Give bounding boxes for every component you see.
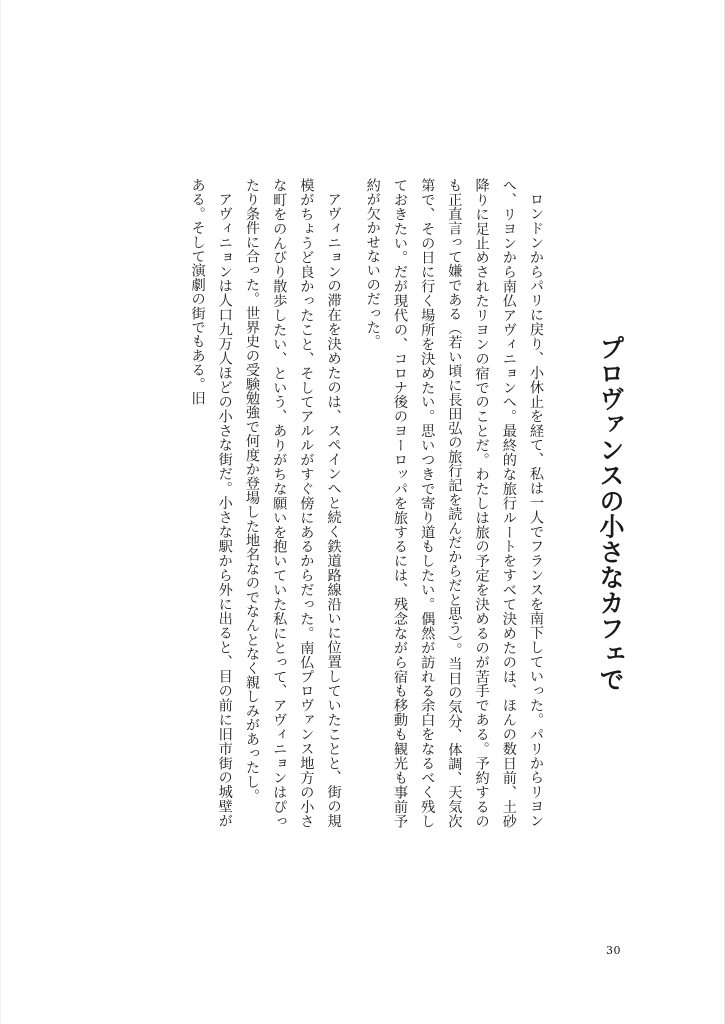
page-number: 30 — [606, 944, 621, 957]
paragraph-3: アヴィニョンは人口九万人ほどの小さな街だ。小さな駅から外に出ると、目の前に旧市街の城壁がある。そして演劇の街でもある。旧 — [189, 178, 233, 828]
paragraph-1: ロンドンからパリに戻り、小休止を経て、私は一人でフランスを南下していった。パリからリヨンへ、リヨンから南仏アヴィニョンへ。最終的な旅行ルートをすべて決めたのは、ほんの数日前、土砂降りに足止めされたリヨンの宿でのことだ。わたしは旅の予定を決めるのが苦手である。予約するのも正直言って嫌である（若い頃に長田弘の旅行記を読んだからだと思う）。当日の気分、体調、天気次第で、その日に行く場所を決めたい。思いつきで寄り道もしたい。偶然が訪れる余白をなるべく残しておきたい。だが現代の、コロナ後のヨーロッパを旅するには、残念ながら宿も移動も観光も事前予約が欠かせないのだった。 — [364, 178, 544, 828]
body-text — [109, 178, 561, 828]
chapter-title: プロヴァンスの小さなカフェで — [596, 335, 625, 692]
paragraph-2: アヴィニョンの滞在を決めたのは、スペインへと続く鉄道路線沿いに位置していたことと、街の規模がちょうど良かったこと、そしてアルルがすぐ傍にあるからだった。南仏プロヴァンス地方の小さな町をのんびり散歩したい、という、ありがちな願いを抱いていた私にとって、アヴィニョンはぴったり条件に合った。世界史の受験勉強で何度か登場した地名なのでなんとなく親しみがあったし。 — [243, 178, 342, 828]
